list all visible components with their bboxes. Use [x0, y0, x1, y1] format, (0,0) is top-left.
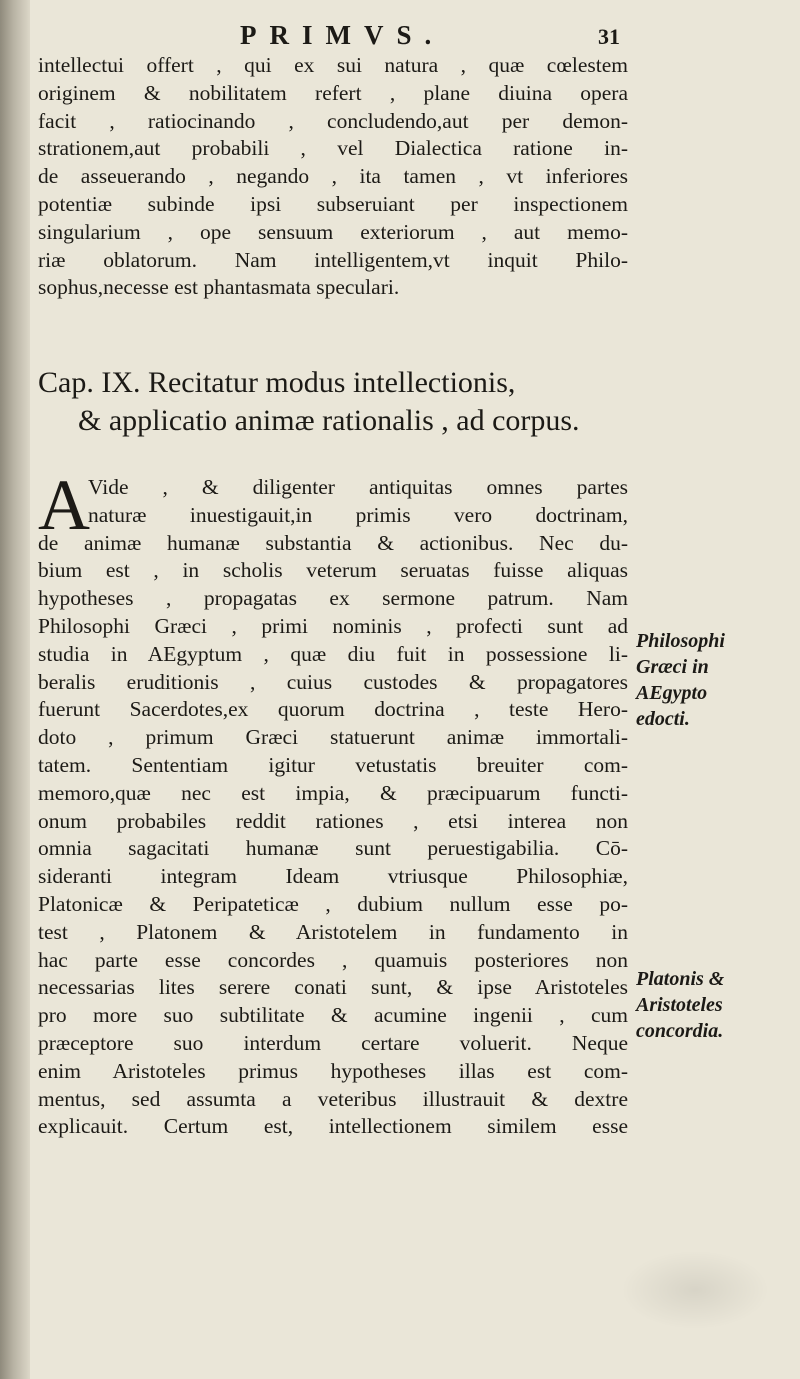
text-line: fuerunt Sacerdotes,ex quorum doctrina , teste Hero-: [38, 697, 628, 722]
margin-note-line: concordia.: [636, 1020, 724, 1042]
text-line: strationem,aut probabili , vel Dialectica ratione in-: [38, 136, 628, 161]
page-number: 31: [598, 24, 620, 49]
text-line: doto , primum Græci statuerunt animæ immortali-: [38, 725, 628, 750]
text-line: beralis eruditionis , cuius custodes & propagatores: [38, 669, 628, 694]
margin-note-line: Platonis &: [636, 968, 725, 990]
text-line: enim Aristoteles primus hypotheses illas est com-: [38, 1058, 628, 1083]
text-line: explicauit. Certum est, intellectionem similem esse: [38, 1114, 628, 1139]
text-line: de asseuerando , negando , ita tamen , vt inferiores: [38, 164, 628, 189]
text-line: necessarias lites serere conati sunt, & ipse Aristoteles: [38, 975, 628, 1000]
text-line: facit , ratiocinando , concludendo,aut per demon-: [38, 108, 628, 133]
text-line: sideranti integram Ideam vtriusque Philosophiæ,: [38, 864, 628, 889]
text-line: omnia sagacitati humanæ sunt peruestigabilia. Cō-: [38, 836, 628, 861]
text-line: memoro,quæ nec est impia, & præcipuarum functi-: [38, 780, 628, 805]
chapter-title-line: & applicatio animæ rationalis , ad corpus.: [78, 404, 580, 437]
text-line: pro more suo subtilitate & acumine ingenii , cum: [38, 1003, 628, 1028]
text-line: Philosophi Græci , primi nominis , profecti sunt ad: [38, 613, 628, 638]
text-line: test , Platonem & Aristotelem in fundamento in: [38, 919, 628, 944]
running-title: PRIMVS.: [240, 20, 445, 50]
drop-cap: A: [38, 465, 90, 545]
intro-paragraph: [38, 52, 628, 302]
text-line: de animæ humanæ substantia & actionibus. Nec du-: [38, 530, 628, 555]
text-line: originem & nobilitatem refert , plane diuina opera: [38, 80, 628, 105]
text-line: sophus,necesse est phantasmata speculari.: [38, 275, 400, 300]
margin-note-line: Philosophi: [636, 630, 725, 652]
margin-note-line: edocti.: [636, 708, 690, 730]
text-line: præceptore suo interdum certare voluerit. Neque: [38, 1030, 628, 1055]
text-line: riæ oblatorum. Nam intelligentem,vt inquit Philo-: [38, 247, 628, 272]
text-line: hypotheses , propagatas ex sermone patrum. Nam: [38, 586, 628, 611]
text-line: Platonicæ & Peripateticæ , dubium nullum esse po-: [38, 891, 628, 916]
text-line: hac parte esse concordes , quamuis posteriores non: [38, 947, 628, 972]
margin-note: [636, 966, 724, 1044]
chapter-heading: [38, 364, 628, 440]
margin-note-line: AEgypto: [636, 682, 708, 704]
text-line: Vide , & diligenter antiquitas omnes partes: [88, 475, 628, 499]
margin-note-line: Aristoteles: [636, 994, 723, 1016]
text-line: bium est , in scholis veterum seruatas fuisse aliquas: [38, 558, 628, 583]
text-line: mentus, sed assumta a veteribus illustrauit & dextre: [38, 1086, 628, 1111]
text-line: studia in AEgyptum , quæ diu fuit in possessione li-: [38, 641, 628, 666]
text-line: onum probabiles reddit rationes , etsi interea non: [38, 808, 628, 833]
text-line: intellectui offert , qui ex sui natura , quæ cœlestem: [38, 53, 628, 77]
running-head: [0, 16, 800, 50]
margin-note-line: Græci in: [636, 656, 709, 678]
body-paragraph: [38, 465, 628, 1141]
paper-stain: [620, 1250, 770, 1330]
text-line: singularium , ope sensuum exteriorum , aut memo-: [38, 219, 628, 244]
chapter-title-line: Cap. IX. Recitatur modus intellectionis,: [38, 366, 516, 399]
text-line: naturæ inuestigauit,in primis vero doctrinam,: [88, 502, 628, 527]
binding-gutter: [0, 0, 30, 1379]
text-line: potentiæ subinde ipsi subseruiant per inspectionem: [38, 191, 628, 216]
margin-note: [636, 628, 725, 732]
text-line: tatem. Sententiam igitur vetustatis breuiter com-: [38, 752, 628, 777]
